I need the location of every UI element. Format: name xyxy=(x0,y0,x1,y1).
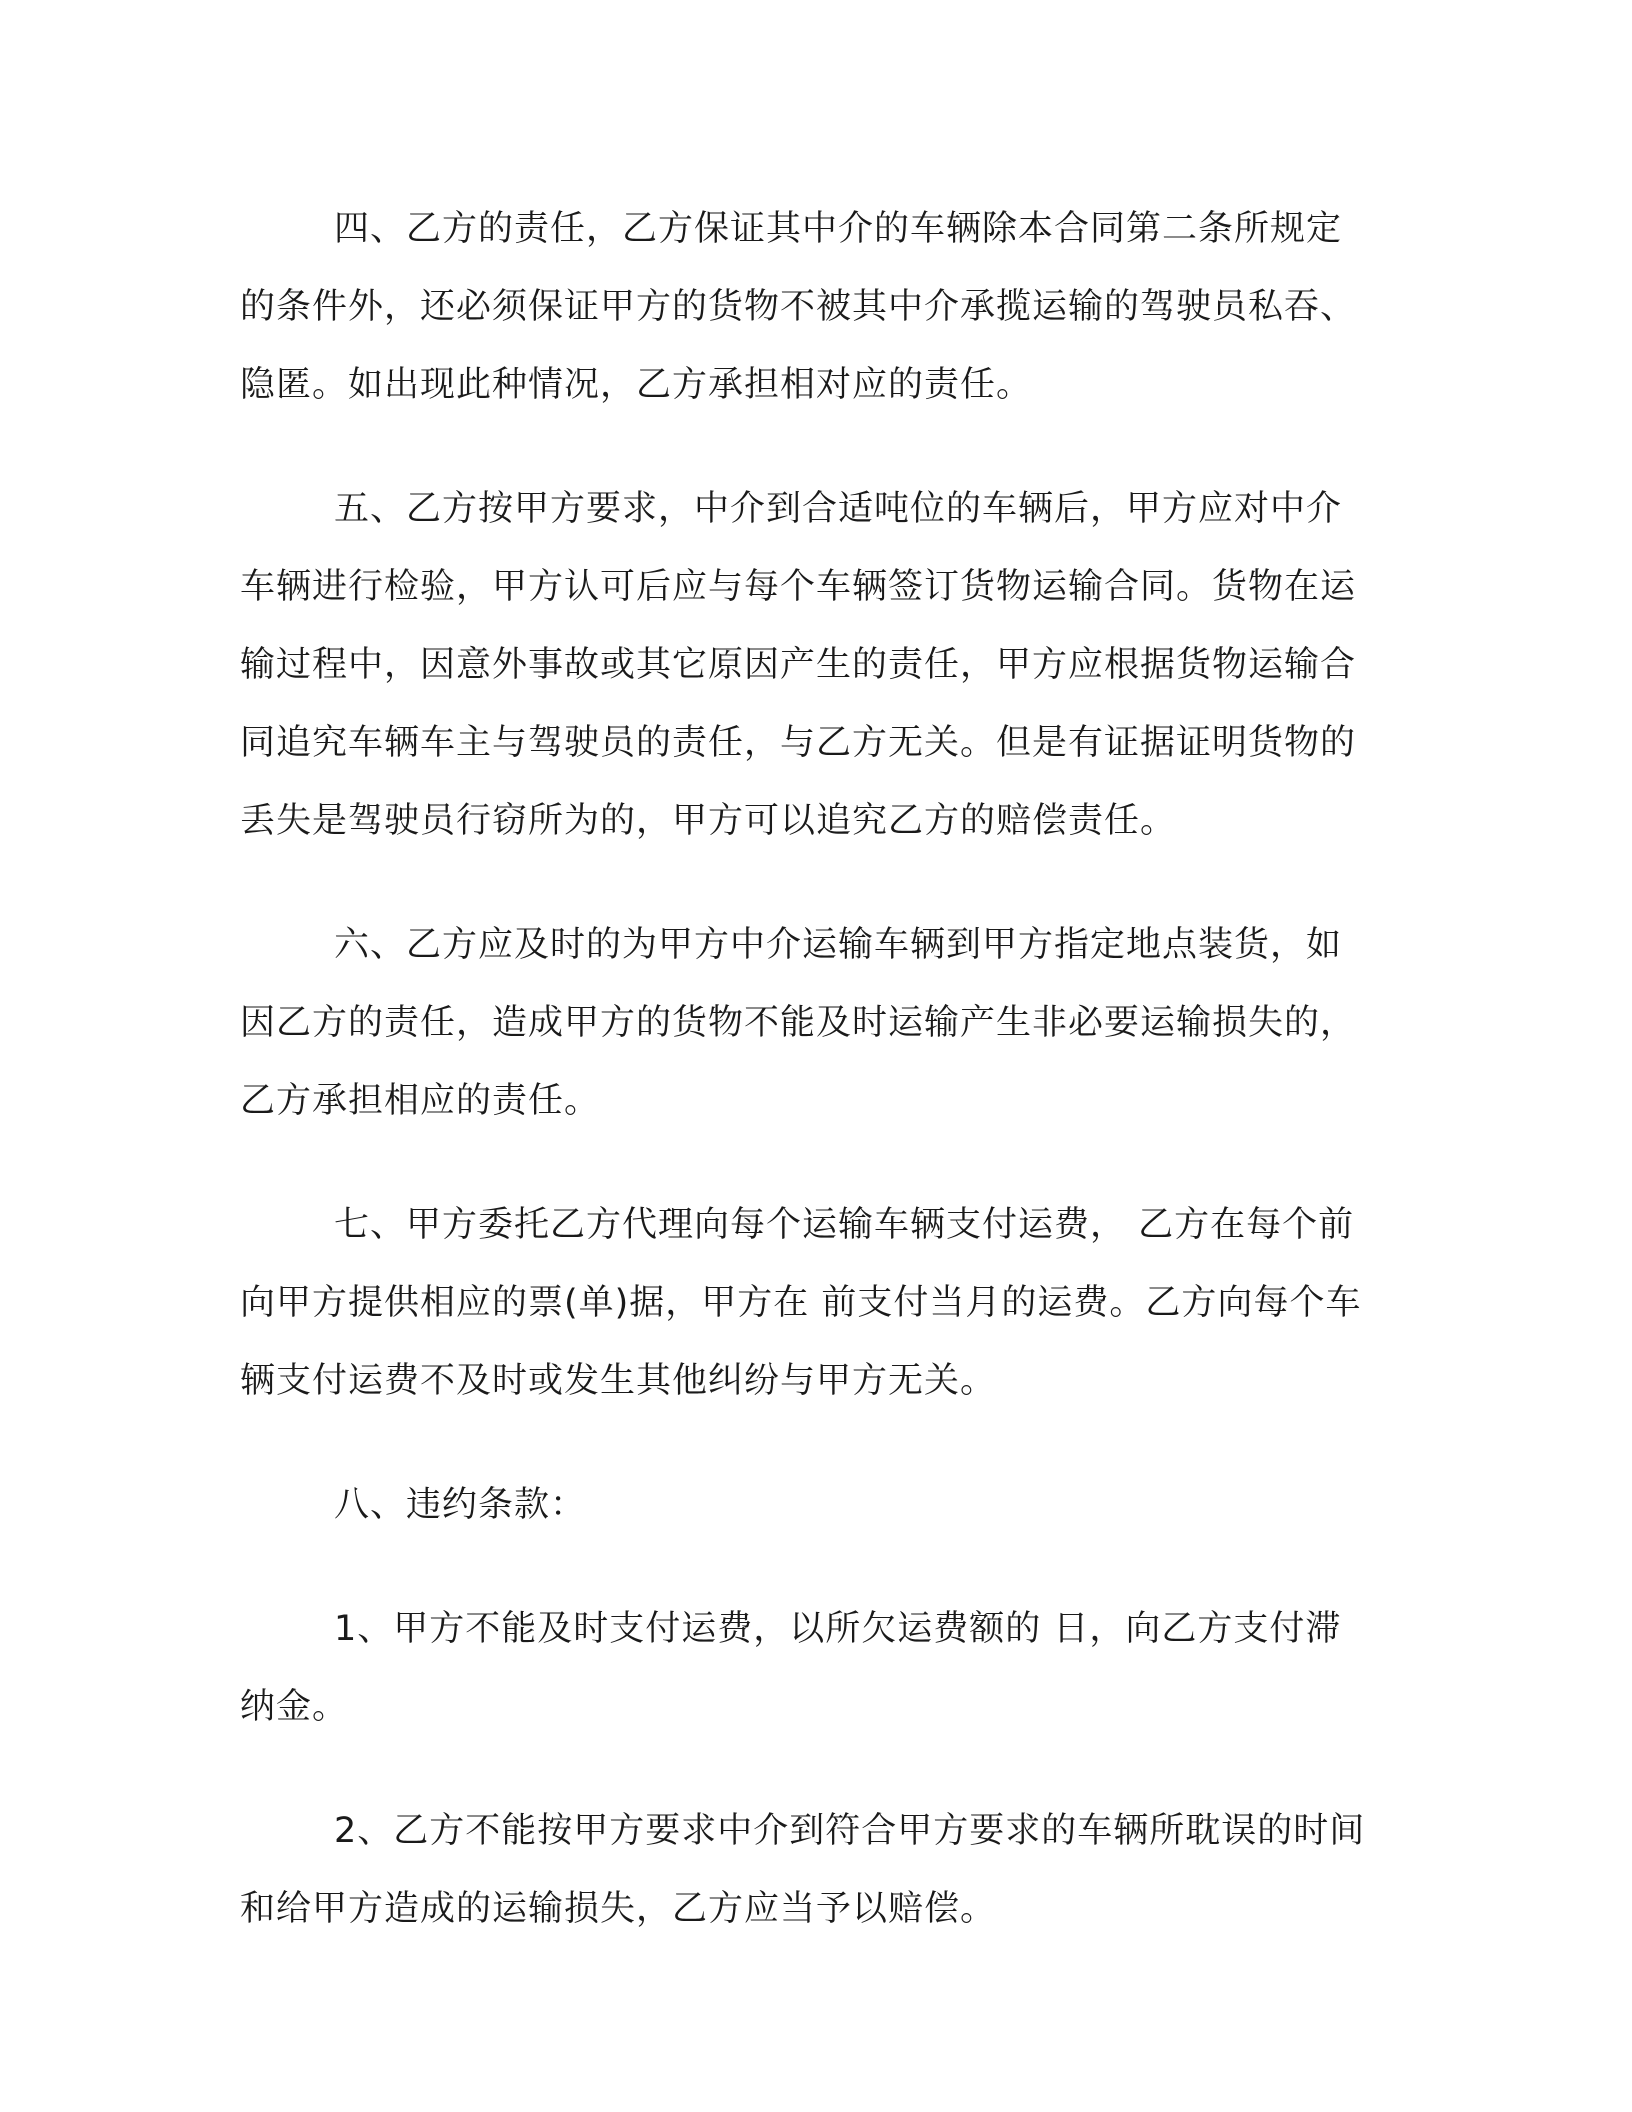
clause-8-item-2: 2、乙方不能按甲方要求中介到符合甲方要求的车辆所耽误的时间和给甲方造成的运输损失，乙方应当予以赔偿。 xyxy=(240,1811,1366,1929)
clause-7-paragraph: 七、甲方委托乙方代理向每个运输车辆支付运费， 乙方在每个前向甲方提供相应的票(单)据，甲方在 前支付当月的运费。乙方向每个车辆支付运费不及时或发生其他纠纷与甲方无关。 xyxy=(240,1205,1362,1401)
clause-8-item-1: 1、甲方不能及时支付运费，以所欠运费额的 日，向乙方支付滞纳金。 xyxy=(240,1609,1342,1727)
clause-5-paragraph: 五、乙方按甲方要求，中介到合适吨位的车辆后，甲方应对中介车辆进行检验，甲方认可后应与每个车辆签订货物运输合同。货物在运输过程中，因意外事故或其它原因产生的责任，甲方应根据货物运输合同追究车辆车主与驾驶员的责任，与乙方无关。但是有证据证明货物的丢失是驾驶员行窃所为的，甲方可以追究乙方的赔偿责任。 xyxy=(240,489,1357,841)
document-page xyxy=(240,190,1376,1994)
clause-4-paragraph: 四、乙方的责任，乙方保证其中介的车辆除本合同第二条所规定的条件外，还必须保证甲方的货物不被其中介承揽运输的驾驶员私吞、隐匿。如出现此种情况，乙方承担相对应的责任。 xyxy=(240,209,1357,405)
clause-6-paragraph: 六、乙方应及时的为甲方中介运输车辆到甲方指定地点装货，如因乙方的责任，造成甲方的货物不能及时运输产生非必要运输损失的，乙方承担相应的责任。 xyxy=(240,925,1357,1121)
clause-8-heading: 八、违约条款： xyxy=(334,1485,587,1525)
